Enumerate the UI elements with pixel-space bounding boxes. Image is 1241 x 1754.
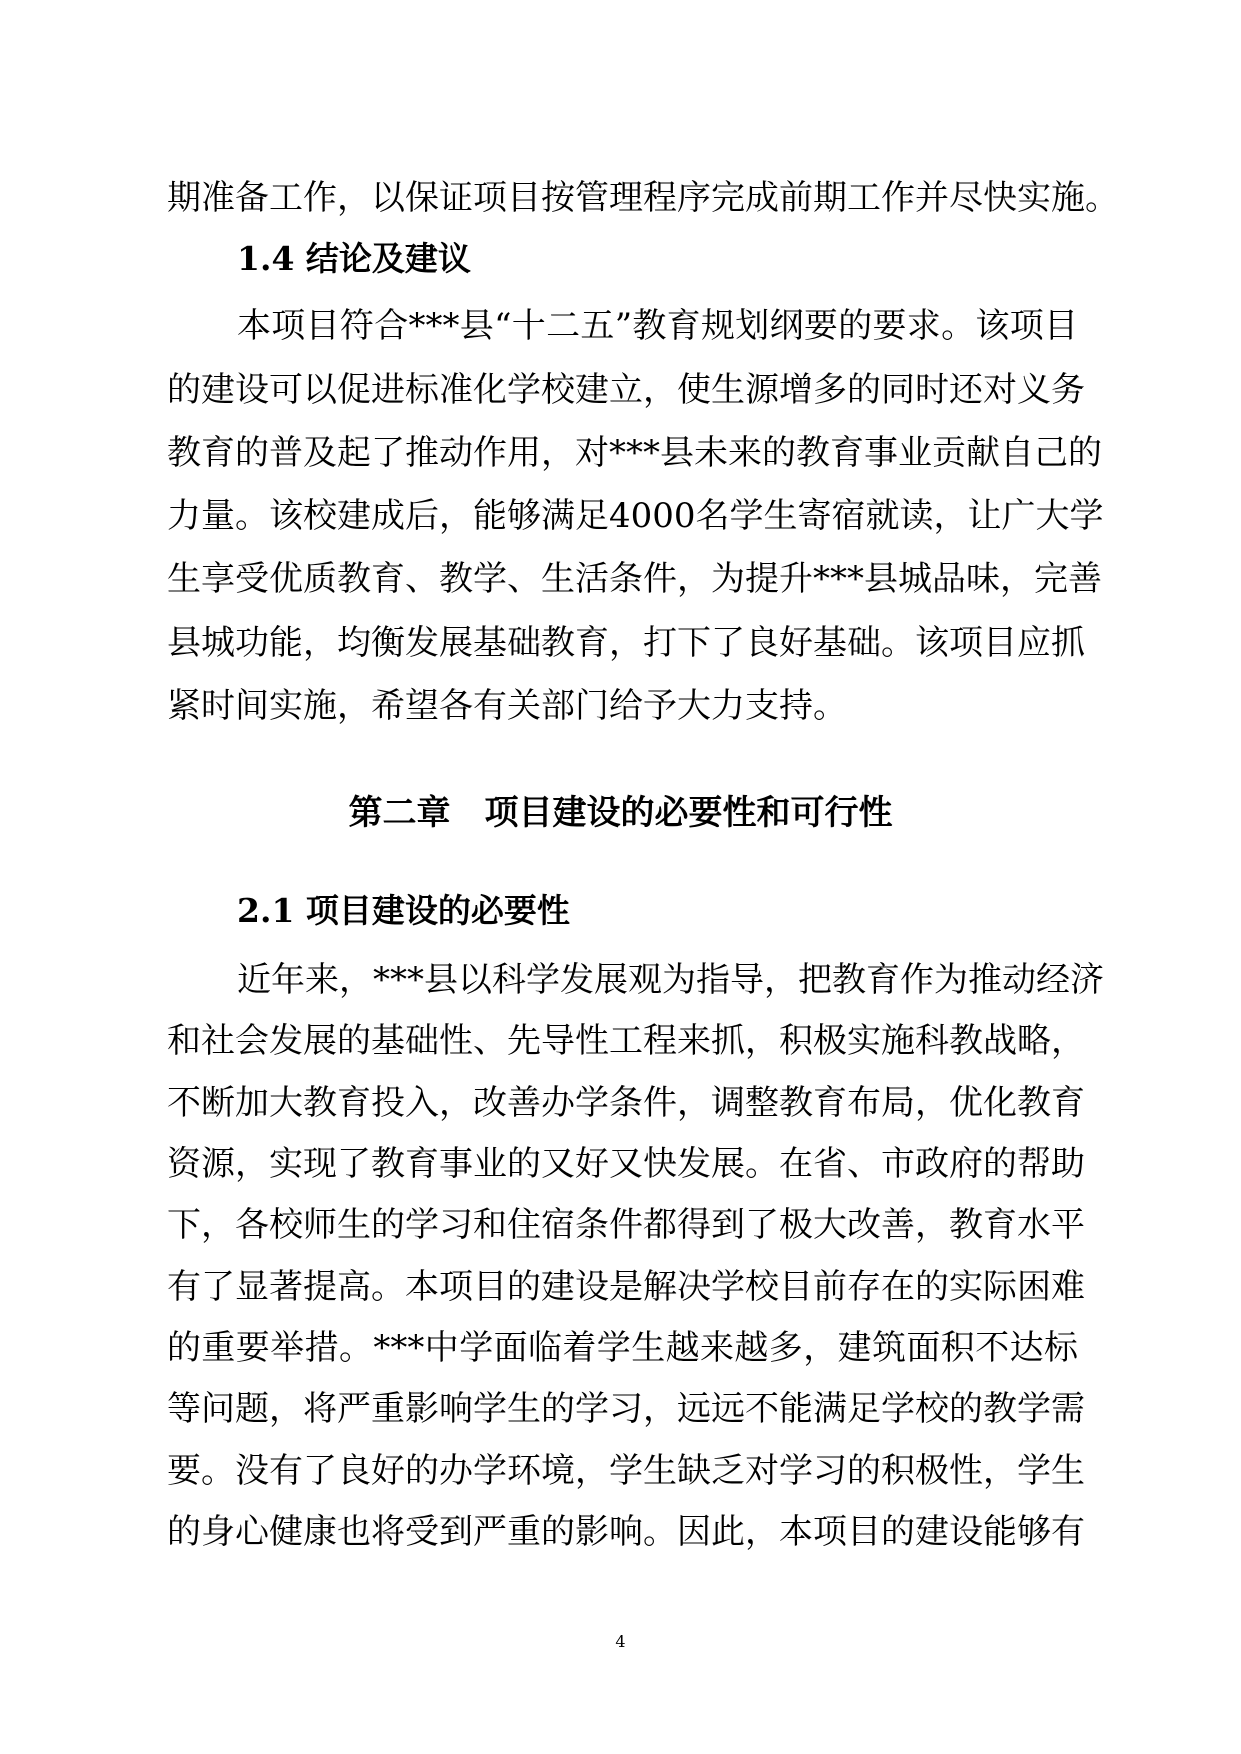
paragraph-line: 下，各校师生的学习和住宿条件都得到了极大改善，教育水平 (167, 1205, 1085, 1245)
section-heading-1-4: 1.4 结论及建议 (237, 239, 471, 278)
paragraph-line: 县城功能，均衡发展基础教育，打下了良好基础。该项目应抓 (167, 623, 1085, 663)
section-heading-2-1: 2.1 项目建设的必要性 (237, 891, 570, 930)
paragraph-line: 本项目符合***县“十二五”教育规划纲要的要求。该项目 (237, 306, 1078, 346)
paragraph-line: 的重要举措。***中学面临着学生越来越多，建筑面积不达标 (167, 1328, 1078, 1368)
page-number: 4 (615, 1632, 626, 1651)
paragraph-line: 的建设可以促进标准化学校建立，使生源增多的同时还对义务 (167, 370, 1085, 410)
paragraph-line: 的身心健康也将受到严重的影响。因此，本项目的建设能够有 (167, 1512, 1085, 1552)
paragraph-line: 近年来，***县以科学发展观为指导，把教育作为推动经济 (237, 960, 1104, 1000)
paragraph-line: 生享受优质教育、教学、生活条件，为提升***县城品味，完善 (167, 559, 1102, 599)
paragraph-line: 紧时间实施，希望各有关部门给予大力支持。 (167, 686, 847, 726)
chapter-title: 第二章 项目建设的必要性和可行性 (348, 793, 893, 833)
paragraph-line: 力量。该校建成后，能够满足4000名学生寄宿就读，让广大学 (167, 496, 1104, 536)
paragraph-line: 要。没有了良好的办学环境，学生缺乏对学习的积极性，学生 (167, 1451, 1085, 1491)
paragraph-line: 期准备工作，以保证项目按管理程序完成前期工作并尽快实施。 (167, 178, 1119, 218)
paragraph-line: 教育的普及起了推动作用，对***县未来的教育事业贡献自己的 (167, 433, 1102, 473)
paragraph-line: 有了显著提高。本项目的建设是解决学校目前存在的实际困难 (167, 1267, 1085, 1307)
paragraph-line: 等问题，将严重影响学生的学习，远远不能满足学校的教学需 (167, 1389, 1085, 1429)
paragraph-line: 资源，实现了教育事业的又好又快发展。在省、市政府的帮助 (167, 1144, 1085, 1184)
paragraph-line: 和社会发展的基础性、先导性工程来抓，积极实施科教战略， (167, 1021, 1085, 1061)
paragraph-line: 不断加大教育投入，改善办学条件，调整教育布局，优化教育 (167, 1083, 1085, 1123)
